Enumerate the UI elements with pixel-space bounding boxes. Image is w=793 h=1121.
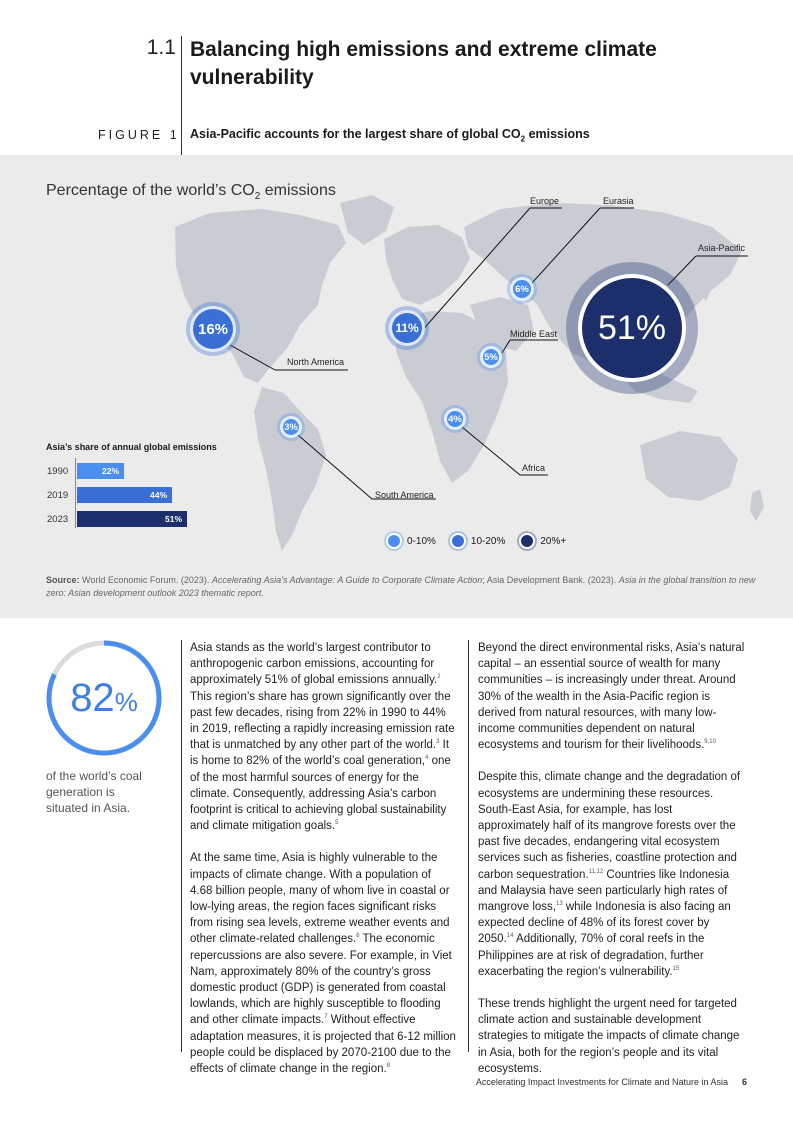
bubble-africa: 4% [444,408,466,430]
bubble-asia-pacific: 51% [578,274,686,382]
paragraph: These trends highlight the urgent need for targeted climate action and sustainable development strategies to mitigate the impacts of climate change in Asia, both for the region’s people and its vital ecosystems. [478,998,740,1075]
label-middle-east: Middle East [510,329,558,339]
map-title: Percentage of the world’s $CO_2$ emissions [46,182,336,203]
label-south-america: South America [375,490,434,500]
figure-caption: Asia-Pacific accounts for the largest share of global $CO_2$ emissions [190,127,590,144]
bubble-north-america: 16% [190,306,236,352]
column-divider [181,640,182,1052]
continent-new-zealand [750,489,764,521]
label-eurasia: Eurasia [603,196,634,206]
page-number: 6 [741,1077,747,1087]
mini-chart-bar: 44% [77,487,172,503]
legend-swatch [386,533,402,549]
mini-chart-axis [75,458,76,528]
section-title: Balancing high emissions and extreme climate vulnerability [190,38,657,89]
paragraph: Asia stands as the world’s largest contributor to anthropogenic carbon emissions, accounting for approximately 51% of global emissions annually.$^2$ This region’s share has grown significantly over the past few decades, rising from 22% in 1990 to 44% in 2019, reflecting a rapidly increasing emission rate that is unmatched by any other part of the world.$^3$ It is home to 82% of the world’s coal generation,$^4$ one of the most harmful sources of energy for the climate. Consequently, addressing Asia’s carbon footprint is critical to achieving global sustainability and climate mitigation goals.$^5$ [190,642,455,833]
legend-item [519,533,566,549]
continent-europe [384,225,470,305]
stat-caption: of the world’s coal generation is situated in Asia. [46,769,142,815]
page-footer [476,1077,747,1087]
mini-chart-year: 1990 [47,466,69,477]
continent-australia [640,431,738,501]
mini-chart-title: Asia’s share of annual global emissions [46,442,217,452]
bubble-middle-east: 5% [480,346,502,368]
legend-item [450,533,505,549]
label-africa: Africa [522,463,546,473]
paragraph: Beyond the direct environmental risks, Asia’s natural capital – an essential source of wealth for many communities – is increasingly under threat. Around 30% of the wealth in the Asia-Pacific region is derived from natural resources, with many low-income communities dependent on natural ecosystems and tourism for their livelihoods.$^{9,10}$ [478,642,745,752]
map-legend [386,533,566,549]
figure-source: Source: World Economic Forum. (2023). Accelerating Asia’s Advantage: A Guide to Corporate Climate Action; Asia Development Bank. (2023). Asia in the global transition to new zero: Asian development outlook 2023 thematic report. [46,575,756,598]
legend-swatch [450,533,466,549]
bubble-eurasia: 6% [510,277,534,301]
legend-item [386,533,436,549]
continent-greenland [340,195,394,245]
stat-number: 82% [70,676,138,720]
mini-chart-bar: 51% [77,511,187,527]
legend-label: 0-10% [407,535,436,547]
mini-chart-year: 2019 [47,490,69,501]
section-number: 1.1 [146,36,176,59]
legend-swatch [519,533,535,549]
column-divider [468,640,469,1052]
label-asia-pacific: Asia-Pacific [698,243,746,253]
body-column-1 [190,640,456,1093]
paragraph: Despite this, climate change and the degradation of ecosystems are undermining these resources. South-East Asia, for example, has lost approximately half of its mangrove forests over the past five decades, endangering vital ecosystem services such as fisheries, coastline protection and carbon sequestration.$^{11,12}$ Countries like Indonesia and Malaysia have seen particularly high rates of mangrove loss,$^{13}$ while Indonesia is also facing an expected decline of 48% of its forest cover by 2050.14 Additionally, 70% of coral reefs in the Philippines are at risk of degradation, further exacerbating the region’s vulnerability.$^{15}$ [478,771,741,978]
heading-divider [181,36,182,156]
bubble-europe: 11% [389,310,425,346]
label-europe: Europe [530,196,560,206]
mini-chart-bar: 22% [77,463,124,479]
body-column-2 [475,640,746,1093]
label-north-america: North America [287,357,345,367]
paragraph: At the same time, Asia is highly vulnerable to the impacts of climate change. With a population of 4.68 billion people, many of whom live in coastal or low-lying areas, the region faces significant risks from rising sea levels, extreme weather events and other climate-related challenges.$^6$ The economic repercussions are also severe. For example, in Viet Nam, approximately 80% of the country’s gross domestic product (GDP) is generated from coastal lowlands, which are highly susceptible to flooding and other climate impacts.$^7$ Without effective adaptation measures, it is projected that 6-12 million people could be displaced by 2070-2100 due to the effects of climate change in the region.$^8$ [190,852,456,1076]
continent-south-america [254,387,326,551]
bubble-south-america: 3% [280,416,302,438]
legend-label: 10-20% [470,535,506,547]
legend-label: 20%+ [540,535,567,547]
continents [175,195,764,551]
footer-title: Accelerating Impact Investments for Climate and Nature in Asia [475,1077,728,1087]
mini-chart-year: 2023 [47,514,69,525]
figure-label: FIGURE 1 [98,128,180,142]
